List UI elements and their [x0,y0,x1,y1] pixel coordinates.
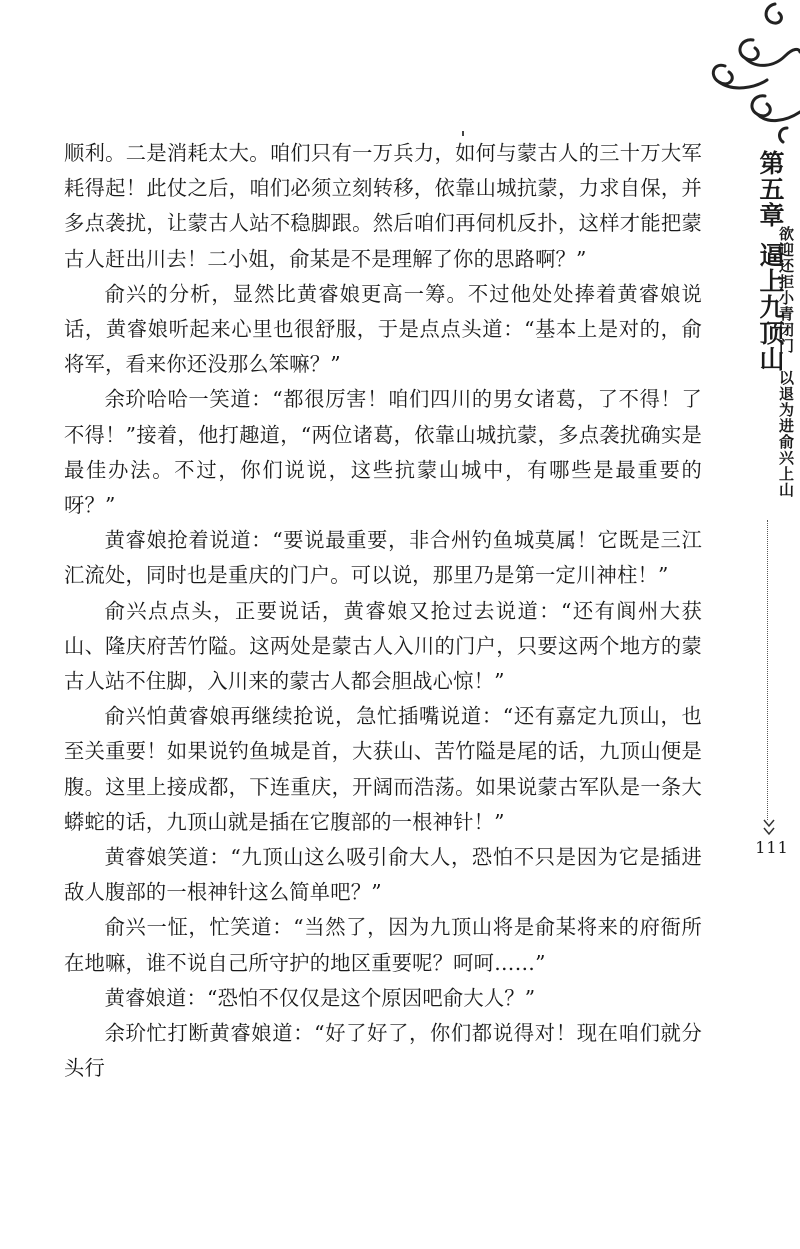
paragraph: 顺利。二是消耗太大。咱们只有一万兵力，如何与蒙古人的三十万大军耗得起！此仗之后，咱们必须立刻转移，依靠山城抗蒙，力求自保，并多点袭扰，让蒙古人站不稳脚跟。然后咱们再伺机反扑，这样才能把蒙古人赶出川去！二小姐，俞某是不是理解了你的思路啊？” [64,141,702,271]
dotted-rule [767,520,768,820]
paragraph: 黄睿娘抢着说道：“要说最重要，非合州钓鱼城莫属！它既是三江汇流处，同时也是重庆的门户。可以说，那里乃是第一定川神柱！” [64,528,702,588]
paragraph: 黄睿娘道：“恐怕不仅仅是这个原因吧俞大人？” [104,985,536,1010]
paragraph: 俞兴一怔，忙笑道：“当然了，因为九顶山将是俞某将来的府衙所在地嘛，谁不说自己所守护的地区重要呢？呵呵……” [64,915,702,975]
body-text [64,136,702,1086]
paragraph: 俞兴的分析，显然比黄睿娘更高一筹。不过他处处捧着黄睿娘说话，黄睿娘听起来心里也很舒服，于是点点头道：“基本上是对的，俞将军，看来你还没那么笨嘛？” [64,281,702,377]
page-number: 111 [755,838,789,857]
paragraph: 余玠哈哈一笑道：“都很厉害！咱们四川的男女诸葛，了不得！了不得！”接着，他打趣道，“两位诸葛，依靠山城抗蒙，多点袭扰确实是最佳办法。不过，你们说说，这些抗蒙山城中，有哪些是最重要的呀？” [64,387,702,518]
chapter-title: 逼上九顶山 [756,242,785,372]
running-subtitle: 欲迎还拒小青闭门 以退为进俞兴上山 [777,226,795,498]
paragraph: 俞兴怕黄睿娘再继续抢说，急忙插嘴说道：“还有嘉定九顶山，也至关重要！如果说钓鱼城是首，大获山、苦竹隘是尾的话，九顶山便是腹。这里上接成都，下连重庆，开阔而浩荡。如果说蒙古军队是一条大蟒蛇的话，九顶山就是插在它腹部的一根神针！” [64,704,702,834]
paragraph: 俞兴点点头，正要说话，黄睿娘又抢过去说道：“还有阆州大获山、隆庆府苦竹隘。这两处是蒙古人入川的门户，只要这两个地方的蒙古人站不住脚，入川来的蒙古人都会胆战心惊！” [64,598,702,694]
paragraph: 余玠忙打断黄睿娘道：“好了好了，你们都说得对！现在咱们就分头行 [64,1021,702,1081]
chevron-down-icon [762,818,776,840]
paragraph: 黄睿娘笑道：“九顶山这么吸引俞大人，恐怕不只是因为它是插进敌人腹部的一根神针这么简单吧？” [64,845,702,905]
cloud-ornament-icon [705,0,800,150]
chapter-number: 第五章 [756,150,785,228]
